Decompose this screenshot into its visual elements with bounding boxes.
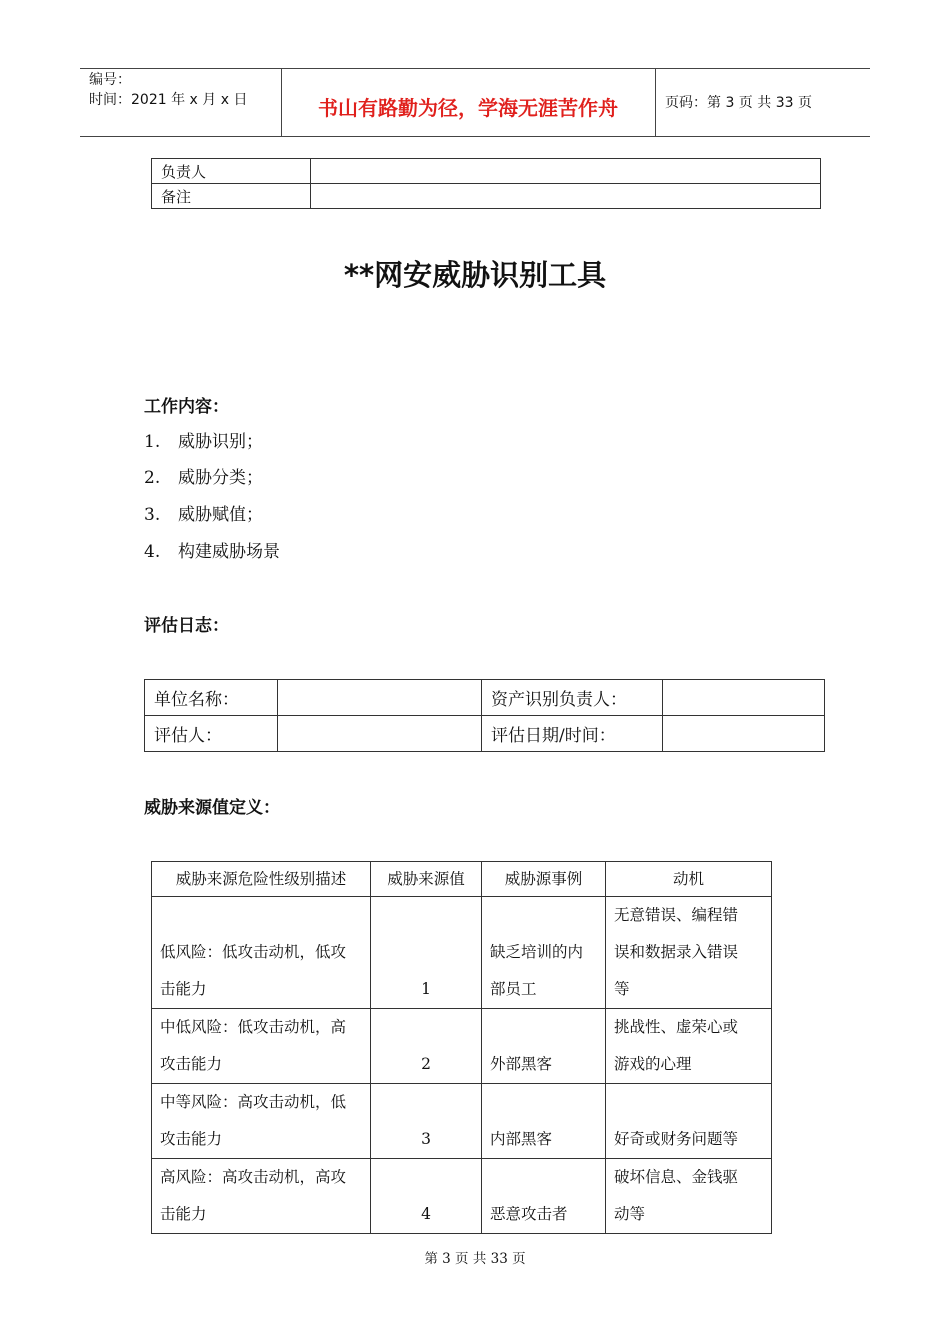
table-row: [152, 1084, 772, 1159]
motive-cell: 无意错误、编程错 误和数据录入错误 等: [606, 897, 772, 1009]
table-row: [145, 716, 825, 752]
list-item: [144, 537, 280, 562]
assessor-label: 评估人：: [145, 716, 278, 752]
document-title: **网安威胁识别工具: [343, 258, 607, 292]
threat-example-cell: 缺乏培训的内 部员工: [482, 897, 606, 1009]
risk-description-cell: 低风险：低攻击动机，低攻 击能力: [152, 897, 371, 1009]
time-label: 时间：2021 年 x 月 x 日: [89, 92, 248, 108]
list-item-text: 威胁识别；: [178, 432, 263, 452]
list-item: [144, 427, 263, 452]
threat-example-cell: 外部黑客: [482, 1009, 606, 1084]
unit-name-label: 单位名称：: [145, 680, 278, 716]
threat-value-cell: 4: [371, 1159, 482, 1234]
list-item-text: 威胁赋值；: [178, 505, 263, 525]
table-row: [152, 184, 821, 209]
table-header-row: [152, 862, 772, 897]
list-item: [144, 500, 263, 525]
assessor-value: [278, 716, 482, 752]
header-bottom-rule: [80, 136, 870, 137]
threat-value-cell: 1: [371, 897, 482, 1009]
unit-name-value: [278, 680, 482, 716]
table-row: [152, 897, 772, 1009]
threat-source-heading: 威胁来源值定义：: [144, 798, 280, 818]
motive-cell: 挑战性、虚荣心或 游戏的心理: [606, 1009, 772, 1084]
remarks-value: [311, 184, 821, 209]
table-row: [145, 680, 825, 716]
column-header: 威胁源事例: [482, 862, 606, 897]
list-item-number: 2.: [144, 468, 161, 488]
list-item-text: 构建威胁场景: [178, 542, 280, 562]
list-item-number: 1.: [144, 432, 161, 452]
list-item-number: 3.: [144, 505, 161, 525]
column-header: 威胁来源值: [371, 862, 482, 897]
risk-description-cell: 中等风险：高攻击动机，低 攻击能力: [152, 1084, 371, 1159]
list-item-number: 4.: [144, 542, 161, 562]
asset-owner-value: [663, 680, 825, 716]
work-content-heading: 工作内容：: [144, 397, 229, 417]
responsible-table: [151, 158, 821, 209]
column-header: 动机: [606, 862, 772, 897]
risk-description-cell: 中低风险：低攻击动机，高 攻击能力: [152, 1009, 371, 1084]
list-item: [144, 463, 263, 488]
header-divider: [655, 68, 656, 136]
motive-cell: 好奇或财务问题等: [606, 1084, 772, 1159]
risk-description-cell: 高风险：高攻击动机，高攻 击能力: [152, 1159, 371, 1234]
column-header: 威胁来源危险性级别描述: [152, 862, 371, 897]
threat-example-cell: 内部黑客: [482, 1084, 606, 1159]
asset-owner-label: 资产识别负责人：: [482, 680, 663, 716]
remarks-label: 备注: [152, 184, 311, 209]
motive-cell: 破坏信息、金钱驱 动等: [606, 1159, 772, 1234]
table-row: [152, 159, 821, 184]
threat-value-cell: 3: [371, 1084, 482, 1159]
list-item-text: 威胁分类；: [178, 468, 263, 488]
table-row: [152, 1009, 772, 1084]
table-row: [152, 1159, 772, 1234]
assessment-log-heading: 评估日志：: [144, 616, 229, 636]
assessment-date-value: [663, 716, 825, 752]
header-motto: 书山有路勤为径，学海无涯苦作舟: [318, 96, 618, 120]
responsible-value: [311, 159, 821, 184]
header-top-rule: [80, 68, 870, 69]
serial-label: 编号：: [89, 72, 131, 88]
threat-example-cell: 恶意攻击者: [482, 1159, 606, 1234]
assessment-log-table: [144, 679, 825, 752]
assessment-date-label: 评估日期/时间：: [482, 716, 663, 752]
page-number-label: 页码：第 3 页 共 33 页: [665, 95, 812, 111]
threat-value-cell: 2: [371, 1009, 482, 1084]
threat-source-table: [151, 861, 772, 1234]
responsible-label: 负责人: [152, 159, 311, 184]
page-footer: 第 3 页 共 33 页: [424, 1251, 526, 1267]
